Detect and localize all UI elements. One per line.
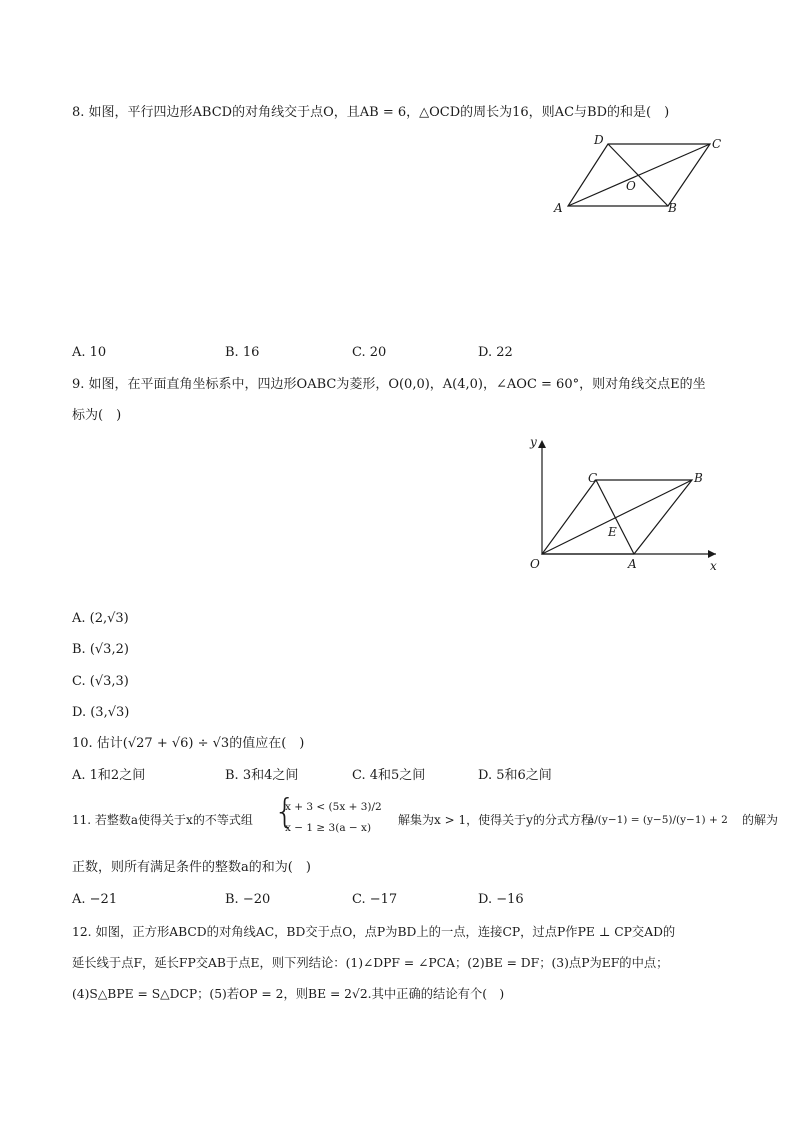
q8-option-b: B. 16 [225,345,260,360]
q11-option-d: D. −16 [478,892,524,907]
q8-label-a: A [554,201,563,215]
q9-option-c: C. (√3,3) [72,674,129,689]
q11-inequality-1: x + 3 < (5x + 3)/2 [285,801,382,813]
q9-label-a: A [628,557,637,571]
q9-label-x: x [710,559,717,573]
q8-label-c: C [712,137,722,151]
q8-label-d: D [594,133,604,147]
q8-option-d: D. 22 [478,345,513,360]
q12-line1: 12. 如图，正方形ABCD的对角线AC，BD交于点O，点P为BD上的一点，连接CP，过点P作PE ⊥ CP交AD的 [72,925,676,939]
q9-label-b: B [694,471,703,485]
q9-option-b: B. (√3,2) [72,642,129,657]
q9-label-o: O [530,557,540,571]
q12-line2: 延长线于点F，延长FP交AB于点E，则下列结论：(1)∠DPF = ∠PCA；(2)BE = DF；(3)点P为EF的中点； [72,956,669,970]
q10-stem: 10. 估计(√27 + √6) ÷ √3的值应在( ) [72,736,305,751]
q8-option-c: C. 20 [352,345,387,360]
q11-option-b: B. −20 [225,892,271,907]
q8-label-o: O [626,179,636,193]
q9-label-c: C [588,471,598,485]
q9-option-d: D. (3,√3) [72,705,130,720]
q10-option-b: B. 3和4之间 [225,768,299,783]
q11-stem-pre: 11. 若整数a使得关于x的不等式组 [72,813,253,827]
q11-stem-line2: 正数，则所有满足条件的整数a的和为( ) [72,860,311,875]
q8-stem: 8. 如图，平行四边形ABCD的对角线交于点O，且AB = 6，△OCD的周长为16，则AC与BD的和是( ) [72,105,670,120]
q9-option-a: A. (2,√3) [72,611,129,626]
q11-system-brace: { [274,792,296,832]
q11-inequality-2: x − 1 ≥ 3(a − x) [285,822,372,834]
q10-option-a: A. 1和2之间 [72,768,146,783]
q9-stem-line1: 9. 如图，在平面直角坐标系中，四边形OABC为菱形，O(0,0)，A(4,0)，∠AOC = 60°，则对角线交点E的坐 [72,377,706,392]
q12-line3: (4)S△BPE = S△DCP；(5)若OP = 2，则BE = 2√2.其中正确的结论有个( ) [72,987,505,1001]
q11-equation: a/(y−1) = (y−5)/(y−1) + 2 [588,814,728,826]
q11-option-c: C. −17 [352,892,398,907]
q11-option-a: A. −21 [72,892,118,907]
q8-label-b: B [668,201,677,215]
q8-option-a: A. 10 [72,345,107,360]
q10-option-c: C. 4和5之间 [352,768,426,783]
q8-parallelogram-figure [548,130,738,218]
q9-label-y: y [530,435,537,449]
q9-label-e: E [608,525,617,539]
q9-stem-line2: 标为( ) [72,408,122,423]
q10-option-d: D. 5和6之间 [478,768,552,783]
q9-rhombus-coordinate-figure [526,432,726,576]
q11-stem-mid: 解集为x > 1，使得关于y的分式方程 [398,813,593,827]
q11-stem-post: 的解为 [742,813,779,827]
